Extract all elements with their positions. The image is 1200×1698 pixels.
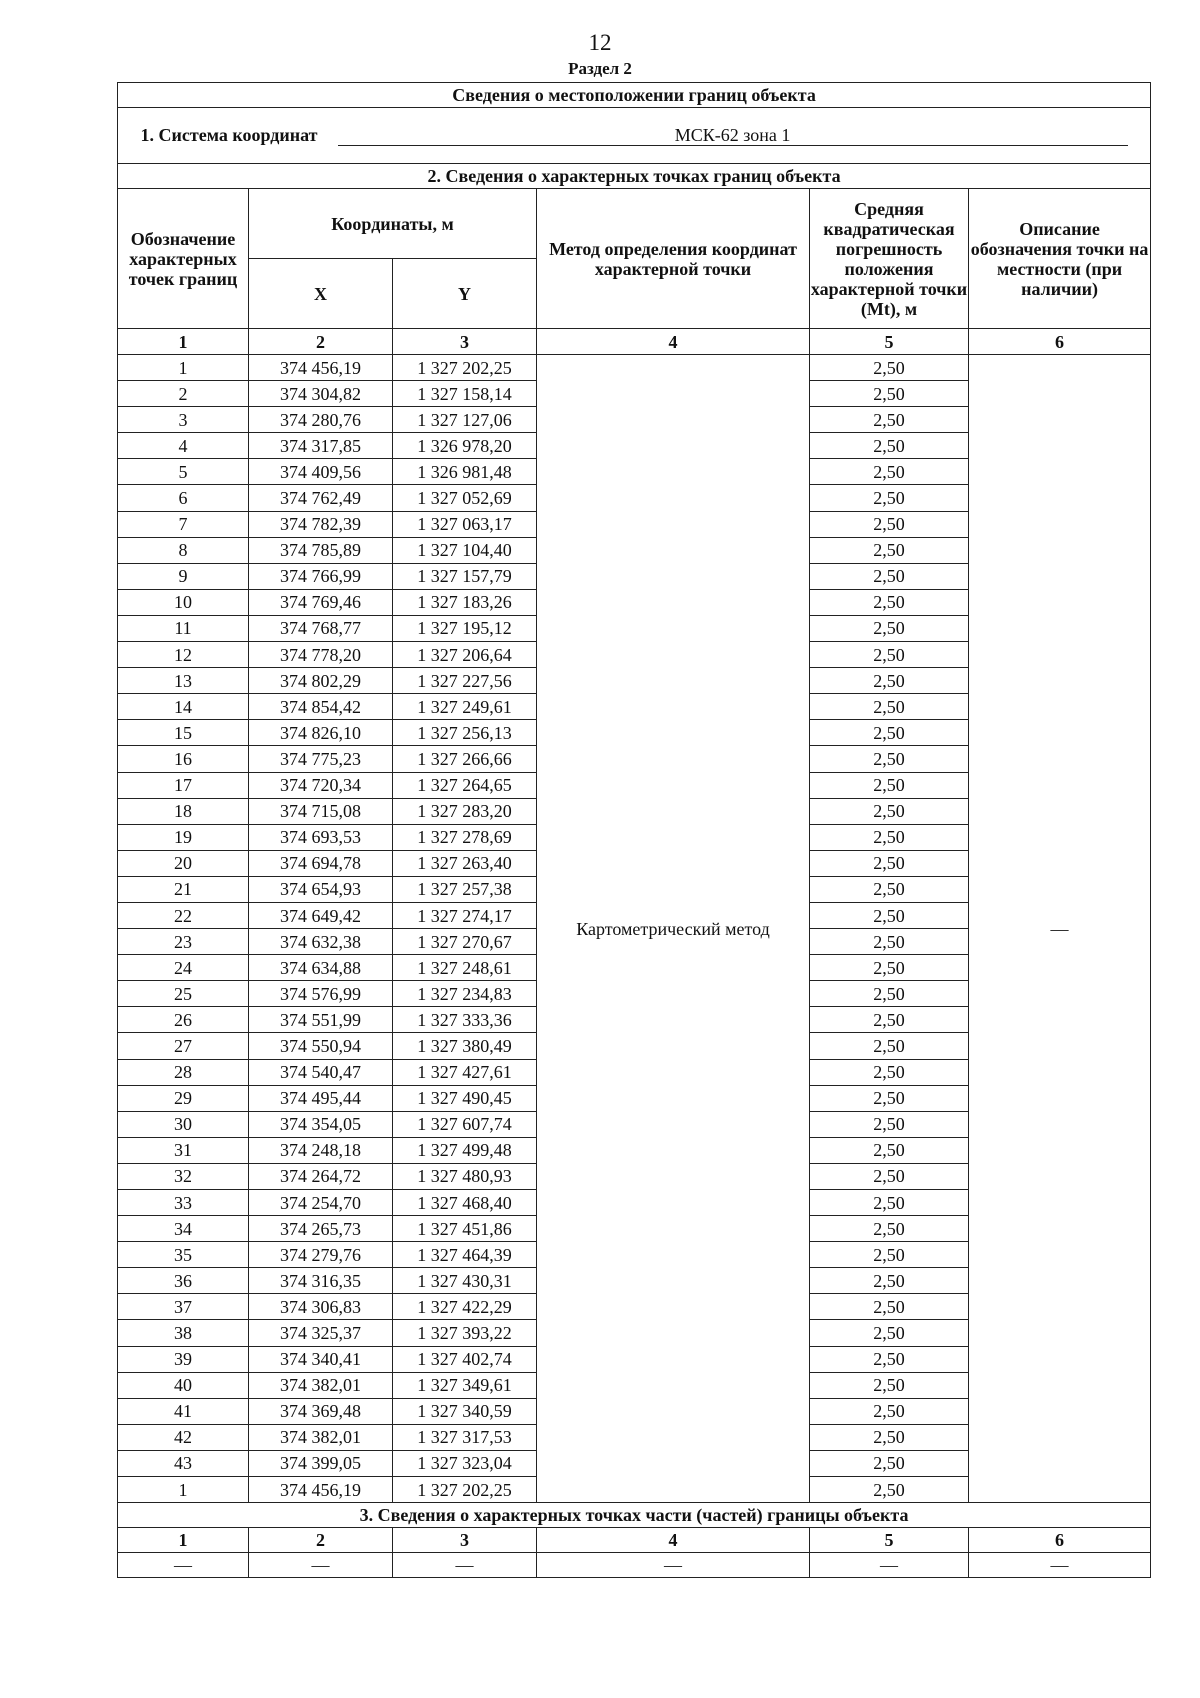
point-number: 24 (118, 955, 249, 981)
coord-x: 374 768,77 (249, 615, 393, 641)
point-number: 5 (118, 459, 249, 485)
coord-x: 374 317,85 (249, 433, 393, 459)
mt-value: 2,50 (810, 1268, 969, 1294)
coord-x: 374 248,18 (249, 1137, 393, 1163)
coord-x: 374 654,93 (249, 876, 393, 902)
empty-cell: — (969, 1553, 1151, 1578)
mt-value: 2,50 (810, 563, 969, 589)
coord-x: 374 409,56 (249, 459, 393, 485)
header-coordinates: Координаты, м (249, 189, 537, 259)
coord-y: 1 327 256,13 (393, 720, 537, 746)
coord-y: 1 327 249,61 (393, 694, 537, 720)
point-number: 16 (118, 746, 249, 772)
header-method: Метод определения координат характерной точки (537, 189, 810, 329)
coord-y: 1 327 402,74 (393, 1346, 537, 1372)
point-number: 14 (118, 694, 249, 720)
coord-y: 1 327 427,61 (393, 1059, 537, 1085)
point-number: 7 (118, 511, 249, 537)
coord-y: 1 327 063,17 (393, 511, 537, 537)
column-number: 4 (537, 1528, 810, 1553)
header-x: X (249, 259, 393, 329)
point-number: 36 (118, 1268, 249, 1294)
coord-y: 1 327 349,61 (393, 1372, 537, 1398)
coord-y: 1 327 499,48 (393, 1137, 537, 1163)
point-number: 15 (118, 720, 249, 746)
point-number: 31 (118, 1137, 249, 1163)
coord-y: 1 327 104,40 (393, 537, 537, 563)
point-number: 10 (118, 589, 249, 615)
point-number: 43 (118, 1450, 249, 1476)
coord-x: 374 540,47 (249, 1059, 393, 1085)
mt-value: 2,50 (810, 485, 969, 511)
mt-value: 2,50 (810, 1085, 969, 1111)
coord-y: 1 327 264,65 (393, 772, 537, 798)
mt-value: 2,50 (810, 1111, 969, 1137)
part2-title: 2. Сведения о характерных точках границ объекта (118, 164, 1151, 189)
point-number: 27 (118, 1033, 249, 1059)
mt-value: 2,50 (810, 1059, 969, 1085)
coord-x: 374 632,38 (249, 929, 393, 955)
point-number: 9 (118, 563, 249, 589)
coord-y: 1 327 490,45 (393, 1085, 537, 1111)
point-number: 22 (118, 902, 249, 928)
point-number: 23 (118, 929, 249, 955)
mt-value: 2,50 (810, 355, 969, 381)
column-number: 1 (118, 329, 249, 355)
mt-value: 2,50 (810, 876, 969, 902)
coord-x: 374 769,46 (249, 589, 393, 615)
point-number: 28 (118, 1059, 249, 1085)
coord-y: 1 327 263,40 (393, 850, 537, 876)
coord-x: 374 775,23 (249, 746, 393, 772)
point-number: 12 (118, 642, 249, 668)
coord-y: 1 327 283,20 (393, 798, 537, 824)
coord-x: 374 766,99 (249, 563, 393, 589)
coord-y: 1 327 393,22 (393, 1320, 537, 1346)
coord-y: 1 327 157,79 (393, 563, 537, 589)
coord-y: 1 327 202,25 (393, 355, 537, 381)
point-number: 35 (118, 1242, 249, 1268)
mt-value: 2,50 (810, 1137, 969, 1163)
mt-value: 2,50 (810, 433, 969, 459)
mt-value: 2,50 (810, 1477, 969, 1503)
section-title: Раздел 2 (568, 59, 632, 78)
empty-cell: — (537, 1553, 810, 1578)
coord-y: 1 327 464,39 (393, 1242, 537, 1268)
coordinate-system-label: 1. Система координат (140, 125, 318, 145)
mt-value: 2,50 (810, 1033, 969, 1059)
column-number: 2 (249, 1528, 393, 1553)
coord-x: 374 694,78 (249, 850, 393, 876)
coord-y: 1 326 981,48 (393, 459, 537, 485)
mt-value: 2,50 (810, 746, 969, 772)
coord-y: 1 327 422,29 (393, 1294, 537, 1320)
coord-x: 374 304,82 (249, 381, 393, 407)
mt-value: 2,50 (810, 1294, 969, 1320)
table-title: Сведения о местоположении границ объекта (118, 83, 1151, 108)
mt-value: 2,50 (810, 668, 969, 694)
coord-x: 374 693,53 (249, 824, 393, 850)
point-number: 6 (118, 485, 249, 511)
coord-y: 1 327 274,17 (393, 902, 537, 928)
coord-y: 1 326 978,20 (393, 433, 537, 459)
coord-y: 1 327 183,26 (393, 589, 537, 615)
mt-value: 2,50 (810, 459, 969, 485)
mt-value: 2,50 (810, 511, 969, 537)
point-number: 41 (118, 1398, 249, 1424)
coord-x: 374 785,89 (249, 537, 393, 563)
point-number: 38 (118, 1320, 249, 1346)
coord-x: 374 456,19 (249, 355, 393, 381)
coord-y: 1 327 333,36 (393, 1007, 537, 1033)
coord-x: 374 254,70 (249, 1190, 393, 1216)
header-y: Y (393, 259, 537, 329)
coord-x: 374 382,01 (249, 1424, 393, 1450)
point-number: 19 (118, 824, 249, 850)
coord-x: 374 720,34 (249, 772, 393, 798)
coord-x: 374 778,20 (249, 642, 393, 668)
coord-x: 374 382,01 (249, 1372, 393, 1398)
column-number: 2 (249, 329, 393, 355)
coord-y: 1 327 451,86 (393, 1216, 537, 1242)
coord-y: 1 327 195,12 (393, 615, 537, 641)
method-cell: Картометрический метод (537, 355, 810, 1503)
coord-x: 374 399,05 (249, 1450, 393, 1476)
point-number: 13 (118, 668, 249, 694)
mt-value: 2,50 (810, 720, 969, 746)
mt-value: 2,50 (810, 798, 969, 824)
point-number: 17 (118, 772, 249, 798)
coord-y: 1 327 480,93 (393, 1163, 537, 1189)
point-number: 18 (118, 798, 249, 824)
coord-x: 374 369,48 (249, 1398, 393, 1424)
empty-cell: — (393, 1553, 537, 1578)
point-number: 34 (118, 1216, 249, 1242)
point-number: 32 (118, 1163, 249, 1189)
empty-cell: — (810, 1553, 969, 1578)
table-row (118, 355, 1151, 381)
coord-y: 1 327 317,53 (393, 1424, 537, 1450)
column-numbers-row (118, 329, 1151, 355)
coord-y: 1 327 340,59 (393, 1398, 537, 1424)
header-error: Средняя квадратическая погрешность положения характерной точки (Mt), м (810, 189, 969, 329)
column-number: 3 (393, 1528, 537, 1553)
column-number: 1 (118, 1528, 249, 1553)
coord-x: 374 551,99 (249, 1007, 393, 1033)
boundary-points-table (117, 82, 1151, 1578)
part3-column-numbers-row (118, 1528, 1151, 1553)
mt-value: 2,50 (810, 1320, 969, 1346)
coord-y: 1 327 323,04 (393, 1450, 537, 1476)
coord-x: 374 782,39 (249, 511, 393, 537)
coord-y: 1 327 248,61 (393, 955, 537, 981)
coord-y: 1 327 234,83 (393, 981, 537, 1007)
coord-y: 1 327 380,49 (393, 1033, 537, 1059)
point-number: 39 (118, 1346, 249, 1372)
mt-value: 2,50 (810, 981, 969, 1007)
coord-x: 374 279,76 (249, 1242, 393, 1268)
coord-y: 1 327 468,40 (393, 1190, 537, 1216)
point-number: 33 (118, 1190, 249, 1216)
column-number: 6 (969, 1528, 1151, 1553)
point-number: 1 (118, 1477, 249, 1503)
header-description: Описание обозначения точки на местности (при наличии) (969, 189, 1151, 329)
coord-x: 374 456,19 (249, 1477, 393, 1503)
mt-value: 2,50 (810, 615, 969, 641)
point-number: 2 (118, 381, 249, 407)
empty-cell: — (249, 1553, 393, 1578)
coord-x: 374 306,83 (249, 1294, 393, 1320)
coord-x: 374 325,37 (249, 1320, 393, 1346)
coord-x: 374 354,05 (249, 1111, 393, 1137)
point-number: 37 (118, 1294, 249, 1320)
coord-x: 374 826,10 (249, 720, 393, 746)
point-number: 30 (118, 1111, 249, 1137)
coord-x: 374 265,73 (249, 1216, 393, 1242)
coord-x: 374 280,76 (249, 407, 393, 433)
mt-value: 2,50 (810, 407, 969, 433)
coord-x: 374 495,44 (249, 1085, 393, 1111)
coord-x: 374 649,42 (249, 902, 393, 928)
description-cell: — (969, 355, 1151, 1503)
mt-value: 2,50 (810, 1242, 969, 1268)
mt-value: 2,50 (810, 1007, 969, 1033)
header-point: Обозначение характерных точек границ (118, 189, 249, 329)
coord-x: 374 576,99 (249, 981, 393, 1007)
point-number: 42 (118, 1424, 249, 1450)
page-number: 12 (588, 30, 612, 55)
mt-value: 2,50 (810, 537, 969, 563)
coord-y: 1 327 127,06 (393, 407, 537, 433)
point-number: 25 (118, 981, 249, 1007)
coordinate-system-row (118, 108, 1151, 164)
coord-y: 1 327 278,69 (393, 824, 537, 850)
empty-cell: — (118, 1553, 249, 1578)
part3-title: 3. Сведения о характерных точках части (частей) границы объекта (118, 1503, 1151, 1528)
coord-y: 1 327 158,14 (393, 381, 537, 407)
point-number: 20 (118, 850, 249, 876)
point-number: 4 (118, 433, 249, 459)
mt-value: 2,50 (810, 1450, 969, 1476)
mt-value: 2,50 (810, 1424, 969, 1450)
coordinate-system-value: МСК-62 зона 1 (338, 125, 1128, 146)
coord-x: 374 715,08 (249, 798, 393, 824)
point-number: 29 (118, 1085, 249, 1111)
coord-x: 374 550,94 (249, 1033, 393, 1059)
coord-y: 1 327 266,66 (393, 746, 537, 772)
column-number: 4 (537, 329, 810, 355)
point-number: 21 (118, 876, 249, 902)
mt-value: 2,50 (810, 642, 969, 668)
point-number: 11 (118, 615, 249, 641)
coord-x: 374 634,88 (249, 955, 393, 981)
coord-y: 1 327 202,25 (393, 1477, 537, 1503)
mt-value: 2,50 (810, 694, 969, 720)
point-number: 26 (118, 1007, 249, 1033)
mt-value: 2,50 (810, 1372, 969, 1398)
mt-value: 2,50 (810, 1163, 969, 1189)
mt-value: 2,50 (810, 929, 969, 955)
mt-value: 2,50 (810, 824, 969, 850)
column-number: 6 (969, 329, 1151, 355)
column-number: 5 (810, 1528, 969, 1553)
coord-y: 1 327 206,64 (393, 642, 537, 668)
coord-x: 374 762,49 (249, 485, 393, 511)
mt-value: 2,50 (810, 381, 969, 407)
coord-y: 1 327 257,38 (393, 876, 537, 902)
mt-value: 2,50 (810, 1216, 969, 1242)
point-number: 40 (118, 1372, 249, 1398)
mt-value: 2,50 (810, 850, 969, 876)
mt-value: 2,50 (810, 1398, 969, 1424)
mt-value: 2,50 (810, 589, 969, 615)
coord-y: 1 327 430,31 (393, 1268, 537, 1294)
coord-y: 1 327 052,69 (393, 485, 537, 511)
mt-value: 2,50 (810, 955, 969, 981)
part3-empty-row (118, 1553, 1151, 1578)
point-number: 3 (118, 407, 249, 433)
point-number: 1 (118, 355, 249, 381)
column-number: 3 (393, 329, 537, 355)
mt-value: 2,50 (810, 1346, 969, 1372)
mt-value: 2,50 (810, 772, 969, 798)
coord-x: 374 854,42 (249, 694, 393, 720)
coord-y: 1 327 227,56 (393, 668, 537, 694)
coord-y: 1 327 270,67 (393, 929, 537, 955)
mt-value: 2,50 (810, 902, 969, 928)
mt-value: 2,50 (810, 1190, 969, 1216)
coord-y: 1 327 607,74 (393, 1111, 537, 1137)
coord-x: 374 802,29 (249, 668, 393, 694)
column-number: 5 (810, 329, 969, 355)
coord-x: 374 316,35 (249, 1268, 393, 1294)
point-number: 8 (118, 537, 249, 563)
coord-x: 374 264,72 (249, 1163, 393, 1189)
coord-x: 374 340,41 (249, 1346, 393, 1372)
